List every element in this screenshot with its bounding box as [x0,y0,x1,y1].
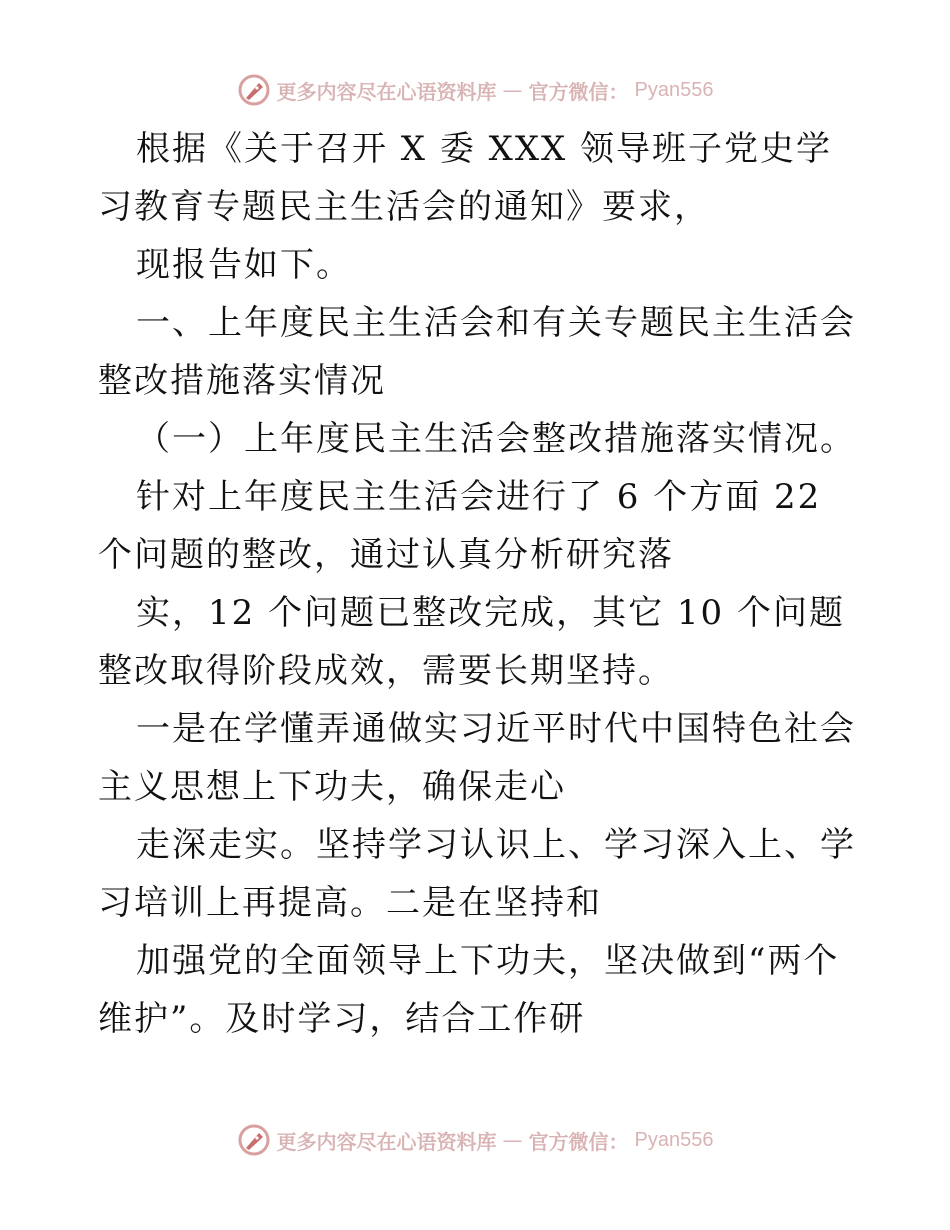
watermark-brand: 更多内容尽在心语资料库 [276,1129,497,1154]
watermark-dash: — [502,78,523,102]
paragraph-5: 针对上年度民主生活会进行了 6 个方面 22 个问题的整改，通过认真分析研究落 [98,477,835,575]
paragraph-6: 实，12 个问题已整改完成，其它 10 个问题整改取得阶段成效，需要长期坚持。 [98,593,845,691]
paragraph-8: 走深走实。坚持学习认识上、学习深入上、学习培训上再提高。二是在坚持和 [98,825,856,923]
footer-watermark [0,1120,950,1160]
document-body [98,120,858,1048]
paragraph-4: （一）上年度民主生活会整改措施落实情况。 [136,419,856,459]
watermark-official: 官方微信： [528,1129,629,1154]
watermark-dash: — [502,1128,523,1152]
watermark-handle: Pyan556 [634,78,714,101]
paragraph-1: 根据《关于召开 X 委 XXX 领导班子党史学习教育专题民主生活会的通知》要求， [98,129,833,227]
paragraph-7: 一是在学懂弄通做实习近平时代中国特色社会主义思想上下功夫，确保走心 [98,709,856,807]
watermark-handle: Pyan556 [634,1128,714,1151]
watermark-brand: 更多内容尽在心语资料库 [276,79,497,104]
watermark-official: 官方微信： [528,79,629,104]
pen-nib-logo-icon [237,1123,271,1157]
paragraph-3: 一、上年度民主生活会和有关专题民主生活会整改措施落实情况 [98,303,856,401]
paragraph-9: 加强党的全面领导上下功夫，坚决做到“两个维护”。及时学习，结合工作研 [98,941,840,1039]
pen-nib-logo-icon [237,73,271,107]
header-watermark [0,70,950,110]
paragraph-2: 现报告如下。 [136,245,352,285]
